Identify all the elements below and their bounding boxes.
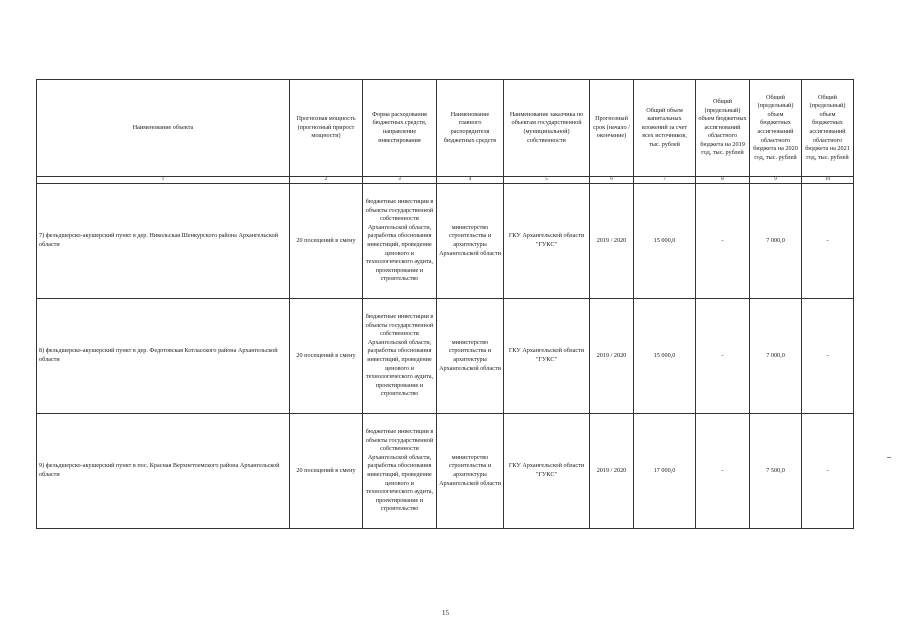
cell-spending-form: бюджетные инвестиции в объекты государственной собственности Архангельской области, разработка обоснования инвестиций, проведение ценового и технологического аудита, проектирование и строительство xyxy=(363,414,437,529)
cell-budget-2019: - xyxy=(696,184,750,299)
cell-total-investment: 15 000,0 xyxy=(634,299,696,414)
header-budget-manager: Наименование главного распорядителя бюджетных средств xyxy=(437,80,504,177)
investment-table xyxy=(36,79,854,529)
cell-customer: ГКУ Архангельской области "ГУКС" xyxy=(504,299,590,414)
margin-mark xyxy=(887,457,891,458)
cell-capacity: 20 посещений в смену xyxy=(290,299,363,414)
cell-budget-manager: министерство строительства и архитектуры Архангельской области xyxy=(437,184,504,299)
header-total-investment: Общий объем капитальных вложений за счет всех источников, тыс. рублей xyxy=(634,80,696,177)
header-object-name: Наименование объекта xyxy=(37,80,290,177)
cell-budget-2020: 7 000,0 xyxy=(750,299,802,414)
cell-term: 2019 / 2020 xyxy=(590,414,634,529)
table-row xyxy=(37,184,854,299)
cell-budget-2021: - xyxy=(802,184,854,299)
column-number: 7 xyxy=(634,177,696,184)
page-number: 15 xyxy=(442,609,449,617)
cell-spending-form: бюджетные инвестиции в объекты государственной собственности Архангельской области, разработка обоснования инвестиций, проведение ценового и технологического аудита, проектирование и строительство xyxy=(363,299,437,414)
cell-budget-manager: министерство строительства и архитектуры Архангельской области xyxy=(437,414,504,529)
header-spending-form: Форма расходования бюджетных средств, направление инвестирования xyxy=(363,80,437,177)
cell-budget-2019: - xyxy=(696,414,750,529)
header-row xyxy=(37,80,854,177)
header-budget-2020: Общий (предельный) объем бюджетных ассигнований областного бюджета на 2020 год, тыс. рублей xyxy=(750,80,802,177)
cell-object-name: 9) фельдшерско-акушерский пункт в пос. Красная Верхнетоемского района Архангельской области xyxy=(37,414,290,529)
column-number: 10 xyxy=(802,177,854,184)
cell-object-name: 7) фельдшерско-акушерский пункт в дер. Никольская Шенкурского района Архангельской области xyxy=(37,184,290,299)
cell-customer: ГКУ Архангельской области "ГУКС" xyxy=(504,184,590,299)
cell-total-investment: 15 000,0 xyxy=(634,184,696,299)
cell-customer: ГКУ Архангельской области "ГУКС" xyxy=(504,414,590,529)
column-number: 2 xyxy=(290,177,363,184)
cell-budget-2019: - xyxy=(696,299,750,414)
table-row xyxy=(37,299,854,414)
cell-budget-2021: - xyxy=(802,414,854,529)
header-term: Прогнозный срок (начало / окончание) xyxy=(590,80,634,177)
header-budget-2019: Общий (предельный) объем бюджетных ассигнований областного бюджета на 2019 год, тыс. рублей xyxy=(696,80,750,177)
header-budget-2021: Общий (предельный) объем бюджетных ассигнований областного бюджета на 2021 год, тыс. рублей xyxy=(802,80,854,177)
column-number: 4 xyxy=(437,177,504,184)
cell-term: 2019 / 2020 xyxy=(590,299,634,414)
column-number-row xyxy=(37,177,854,184)
cell-object-name: 8) фельдшерско-акушерский пункт в дер. Федотовская Котласского района Архангельской области xyxy=(37,299,290,414)
column-number: 1 xyxy=(37,177,290,184)
column-number: 9 xyxy=(750,177,802,184)
cell-capacity: 20 посещений в смену xyxy=(290,414,363,529)
cell-budget-2020: 7 000,0 xyxy=(750,184,802,299)
cell-capacity: 20 посещений в смену xyxy=(290,184,363,299)
column-number: 3 xyxy=(363,177,437,184)
cell-budget-manager: министерство строительства и архитектуры Архангельской области xyxy=(437,299,504,414)
header-customer: Наименование заказчика по объектам государственной (муниципальной) собственности xyxy=(504,80,590,177)
cell-term: 2019 / 2020 xyxy=(590,184,634,299)
cell-spending-form: бюджетные инвестиции в объекты государственной собственности Архангельской области, разработка обоснования инвестиций, проведение ценового и технологического аудита, проектирование и строительство xyxy=(363,184,437,299)
cell-budget-2021: - xyxy=(802,299,854,414)
column-number: 5 xyxy=(504,177,590,184)
header-capacity: Прогнозная мощность (прогнозный прирост мощности) xyxy=(290,80,363,177)
table-row xyxy=(37,414,854,529)
column-number: 6 xyxy=(590,177,634,184)
cell-budget-2020: 7 500,0 xyxy=(750,414,802,529)
cell-total-investment: 17 000,0 xyxy=(634,414,696,529)
column-number: 8 xyxy=(696,177,750,184)
